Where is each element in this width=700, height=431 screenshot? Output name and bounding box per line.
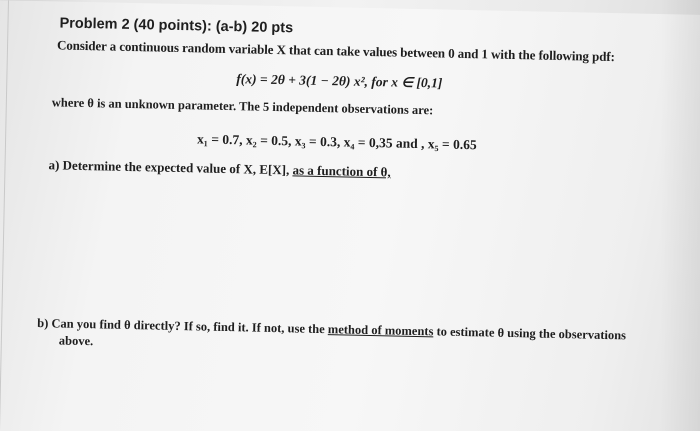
- edge-shadow: [660, 0, 700, 431]
- question-b-underlined: method of moments: [327, 322, 434, 339]
- pdf-formula: f(x) = 2θ + 3(1 − 2θ) x², for x ∈ [0,1]: [236, 71, 443, 91]
- question-b-text: b) Can you find θ directly? If so, find it. If not, use the: [37, 316, 329, 337]
- observations-list: x₁ = 0.7, x₂ = 0.5, x₃ = 0.3, x₄ = 0,35 and , x₅ = 0.65: [196, 131, 477, 153]
- question-b: [37, 316, 626, 343]
- question-a-text: a) Determine the expected value of X, E[X],: [48, 157, 293, 178]
- parameter-statement: where θ is an unknown parameter. The 5 independent observations are:: [51, 95, 434, 118]
- question-b-suffix: to estimate θ using the observations: [433, 324, 627, 343]
- margin-line: [0, 0, 9, 431]
- problem-title: Problem 2 (40 points): (a-b) 20 pts: [59, 15, 294, 37]
- question-b-line2: above.: [58, 333, 94, 349]
- question-a-underlined: as a function of θ,: [292, 162, 391, 180]
- question-a: [48, 157, 390, 180]
- problem-intro: Consider a continuous random variable X that can take values between 0 and 1 with the following pdf:: [56, 37, 615, 65]
